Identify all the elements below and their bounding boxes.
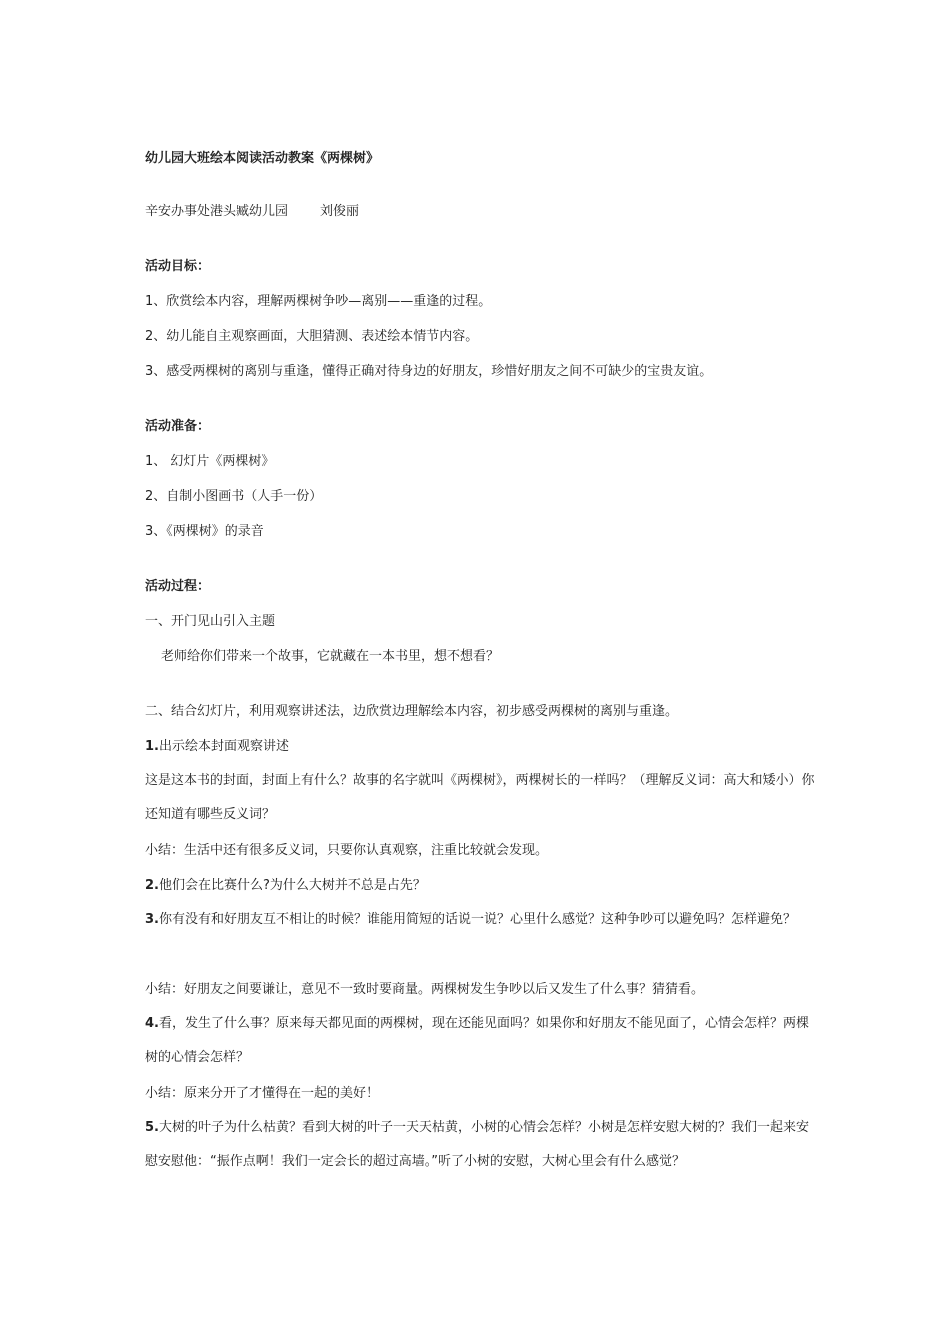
goal-item: 3、感受两棵树的离别与重逢，懂得正确对待身边的好朋友，珍惜好朋友之间不可缺少的宝贵友谊。 xyxy=(145,364,713,379)
step-2: 2.他们会在比赛什么?为什么大树并不总是占先？ xyxy=(145,878,426,893)
step-4-summary: 小结：原来分开了才懂得在一起的美好！ xyxy=(145,1086,380,1101)
part1-text: 老师给你们带来一个故事，它就藏在一本书里，想不想看？ xyxy=(161,649,500,664)
author-name: 刘俊丽 xyxy=(320,204,360,219)
step-number: 4. xyxy=(145,1016,159,1031)
prep-item: 3、《两棵树》的录音 xyxy=(145,524,264,539)
step-1-summary: 小结：生活中还有很多反义词，只要你认真观察，注重比较就会发现。 xyxy=(145,843,549,858)
author-school: 辛安办事处港头臧幼儿园 xyxy=(145,204,289,219)
goal-item: 2、幼儿能自主观察画面，大胆猜测、表述绘本情节内容。 xyxy=(145,329,479,344)
part1-title: 一、开门见山引入主题 xyxy=(145,614,276,629)
step-1-text: 这是这本书的封面，封面上有什么？故事的名字就叫《两棵树》，两棵树长的一样吗？（理解反义词：高大和矮小）你还知道有哪些反义词？ xyxy=(145,773,815,822)
step-number: 1. xyxy=(145,739,159,754)
author-line xyxy=(145,202,815,222)
step-number: 3. xyxy=(145,912,159,927)
step-1-title: 1.出示绘本封面观察讲述 xyxy=(145,739,289,754)
prep-item: 2、自制小图画书（人手一份） xyxy=(145,489,323,504)
process-heading: 活动过程： xyxy=(145,579,211,594)
step-4: 4.看，发生了什么事？原来每天都见面的两棵树，现在还能见面吗？如果你和好朋友不能见面了，心情会怎样？两棵树的心情会怎样？ xyxy=(145,1016,809,1065)
prep-item: 1、 幻灯片《两棵树》 xyxy=(145,454,275,469)
document-title: 幼儿园大班绘本阅读活动教案《两棵树》 xyxy=(145,151,380,166)
part2-title: 二、结合幻灯片，利用观察讲述法，边欣赏边理解绘本内容，初步感受两棵树的离别与重逢。 xyxy=(145,704,679,719)
prep-heading: 活动准备： xyxy=(145,419,211,434)
step-5: 5.大树的叶子为什么枯黄？看到大树的叶子一天天枯黄，小树的心情会怎样？小树是怎样安慰大树的？我们一起来安慰安慰他：“振作点啊！我们一定会长的超过高墙。”听了小树的安慰，大树心里会有什么感觉？ xyxy=(145,1120,809,1169)
step-3-summary: 小结：好朋友之间要谦让，意见不一致时要商量。两棵树发生争吵以后又发生了什么事？猜猜看。 xyxy=(145,982,705,997)
goals-heading: 活动目标： xyxy=(145,259,211,274)
step-number: 2. xyxy=(145,878,159,893)
step-3: 3.你有没有和好朋友互不相让的时候？谁能用简短的话说一说？心里什么感觉？这种争吵可以避免吗？怎样避免？ xyxy=(145,912,796,927)
goal-item: 1、欣赏绘本内容，理解两棵树争吵—离别——重逢的过程。 xyxy=(145,294,492,309)
document-page xyxy=(145,0,815,1344)
step-number: 5. xyxy=(145,1120,159,1135)
